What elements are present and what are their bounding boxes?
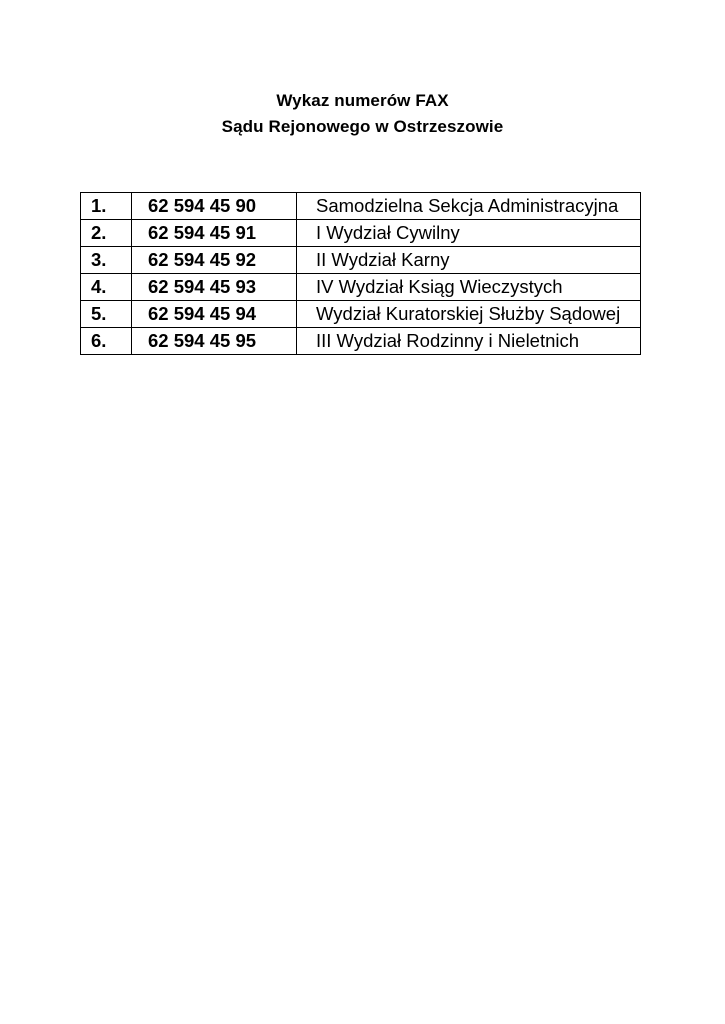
row-number: 6. xyxy=(81,328,132,355)
fax-number: 62 594 45 93 xyxy=(132,274,297,301)
table-row xyxy=(81,247,641,274)
department-name: III Wydział Rodzinny i Nieletnich xyxy=(297,328,641,355)
fax-number: 62 594 45 91 xyxy=(132,220,297,247)
table-row xyxy=(81,301,641,328)
department-name: II Wydział Karny xyxy=(297,247,641,274)
row-number: 5. xyxy=(81,301,132,328)
department-name: Samodzielna Sekcja Administracyjna xyxy=(297,193,641,220)
title-line-2: Sądu Rejonowego w Ostrzeszowie xyxy=(221,117,504,136)
fax-numbers-table xyxy=(80,192,641,355)
department-name: I Wydział Cywilny xyxy=(297,220,641,247)
fax-number: 62 594 45 94 xyxy=(132,301,297,328)
department-name: Wydział Kuratorskiej Służby Sądowej xyxy=(297,301,641,328)
row-number: 4. xyxy=(81,274,132,301)
table-row xyxy=(81,220,641,247)
title-line-1: Wykaz numerów FAX xyxy=(276,91,449,110)
table-row xyxy=(81,274,641,301)
table-row xyxy=(81,193,641,220)
row-number: 1. xyxy=(81,193,132,220)
department-name: IV Wydział Ksiąg Wieczystych xyxy=(297,274,641,301)
fax-number: 62 594 45 90 xyxy=(132,193,297,220)
row-number: 2. xyxy=(81,220,132,247)
document-title xyxy=(0,88,725,140)
row-number: 3. xyxy=(81,247,132,274)
table-row xyxy=(81,328,641,355)
fax-number: 62 594 45 95 xyxy=(132,328,297,355)
fax-number: 62 594 45 92 xyxy=(132,247,297,274)
